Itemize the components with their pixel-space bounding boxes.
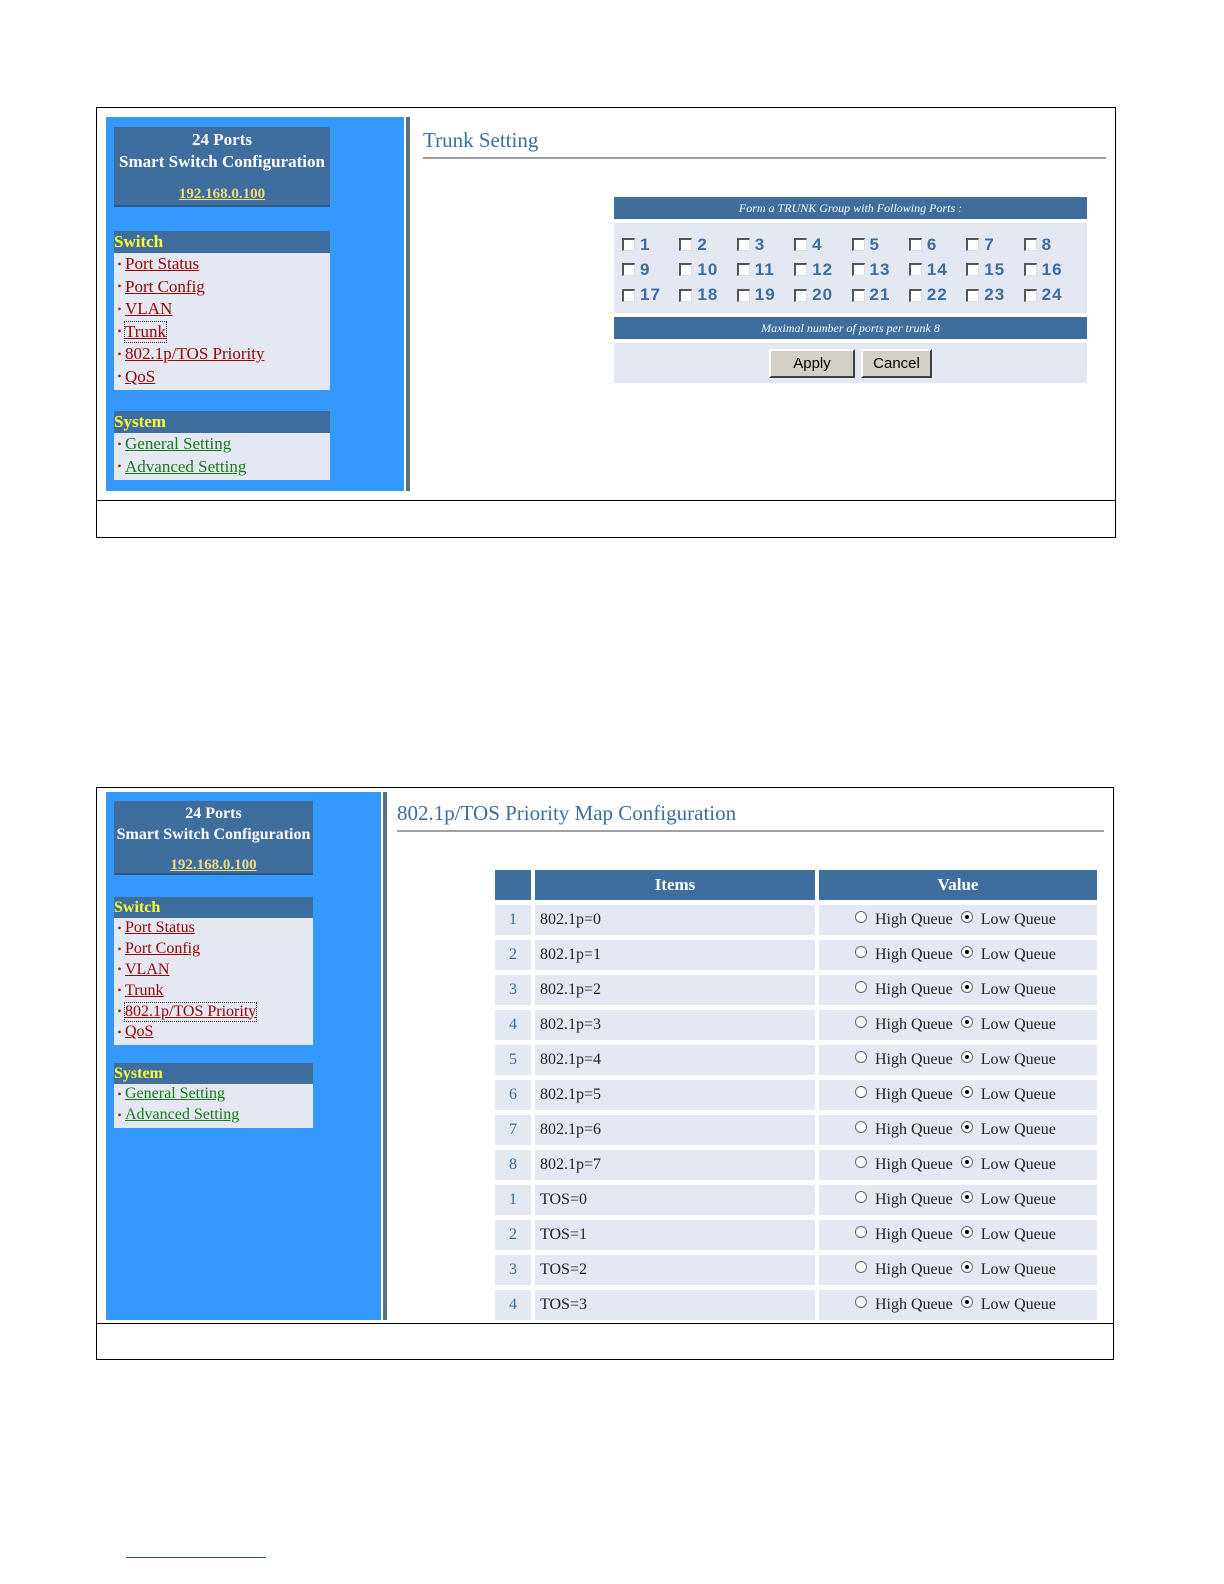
port-checkbox-item[interactable] (794, 258, 851, 281)
menu-item-label[interactable]: Port Config (125, 940, 201, 958)
bullet-icon: • (117, 920, 122, 935)
port-checkbox-item[interactable] (966, 233, 1023, 256)
sidebar (106, 792, 381, 1320)
low-queue-radio[interactable] (961, 1016, 973, 1028)
row-value (819, 1080, 1097, 1110)
port-number-label: 24 (1041, 285, 1063, 305)
port-checkbox[interactable] (852, 238, 865, 251)
priority-table-body (495, 905, 1097, 1320)
high-queue-label: High Queue (875, 1191, 953, 1208)
bullet-icon: • (117, 1024, 122, 1039)
bullet-icon: • (117, 1086, 122, 1101)
port-checkbox-item[interactable] (737, 233, 794, 256)
menu-item-label[interactable]: General Setting (125, 1085, 225, 1103)
table-row (495, 905, 1097, 935)
port-number-label: 8 (1041, 234, 1053, 254)
row-item: 802.1p=5 (535, 1080, 815, 1110)
menu-item-priority[interactable] (114, 1001, 313, 1022)
priority-map-screenshot (96, 787, 1114, 1360)
row-value (819, 975, 1097, 1005)
menu-item-label[interactable]: QoS (125, 366, 156, 386)
row-value (819, 1150, 1097, 1180)
port-checkbox-item[interactable] (679, 284, 736, 307)
port-checkbox[interactable] (1024, 263, 1037, 276)
row-value (819, 1255, 1097, 1285)
port-checkbox[interactable] (966, 238, 979, 251)
row-index: 8 (495, 1150, 531, 1180)
port-checkbox[interactable] (909, 263, 922, 276)
port-checkbox[interactable] (1024, 289, 1037, 302)
bullet-icon: • (117, 369, 122, 384)
high-queue-label: High Queue (875, 1051, 953, 1068)
brand-title: 24 Ports (192, 130, 252, 149)
menu-item-label[interactable]: Port Config (125, 276, 205, 296)
high-queue-radio[interactable] (855, 1156, 867, 1168)
sidebar (106, 117, 404, 491)
high-queue-label: High Queue (875, 946, 953, 963)
row-value (819, 940, 1097, 970)
priority-table (491, 865, 1101, 1325)
bullet-icon: • (117, 346, 122, 361)
menu-item-label[interactable]: VLAN (125, 299, 173, 319)
port-checkbox-item[interactable] (679, 233, 736, 256)
port-number-label: 20 (812, 285, 834, 305)
table-header-row (495, 870, 1097, 900)
index-column-header (495, 870, 531, 900)
row-index: 7 (495, 1115, 531, 1145)
high-queue-label: High Queue (875, 1121, 953, 1138)
row-value (819, 905, 1097, 935)
switch-menu (114, 897, 313, 1045)
low-queue-label: Low Queue (980, 1051, 1056, 1068)
low-queue-label: Low Queue (980, 1156, 1056, 1173)
port-checkbox-item[interactable] (966, 258, 1023, 281)
low-queue-label: Low Queue (980, 1261, 1056, 1278)
high-queue-radio[interactable] (855, 981, 867, 993)
high-queue-radio[interactable] (855, 1261, 867, 1273)
port-number-label: 14 (926, 259, 948, 279)
low-queue-radio[interactable] (961, 946, 973, 958)
high-queue-label: High Queue (875, 1086, 953, 1103)
main-content (397, 792, 1104, 1320)
port-checkbox[interactable] (966, 263, 979, 276)
bullet-icon: • (117, 301, 122, 316)
low-queue-label: Low Queue (980, 981, 1056, 998)
caption-divider (97, 1323, 1113, 1324)
port-number-label: 11 (754, 259, 775, 279)
port-checkbox[interactable] (794, 238, 807, 251)
port-checkbox[interactable] (622, 263, 635, 276)
items-column-header: Items (535, 870, 815, 900)
port-checkbox[interactable] (852, 289, 865, 302)
row-index: 1 (495, 1185, 531, 1215)
port-checkbox[interactable] (966, 289, 979, 302)
brand-subtitle: Smart Switch Configuration (119, 152, 325, 171)
port-checkbox[interactable] (794, 263, 807, 276)
port-checkbox[interactable] (737, 238, 750, 251)
system-menu (114, 411, 330, 480)
low-queue-label: Low Queue (980, 1226, 1056, 1243)
port-number-label: 18 (697, 285, 719, 305)
port-checkbox[interactable] (622, 289, 635, 302)
port-number-label: 23 (984, 285, 1006, 305)
table-row (495, 1150, 1097, 1180)
menu-item-port-status[interactable] (114, 918, 313, 939)
trunk-setting-screenshot (96, 107, 1116, 538)
row-value (819, 1115, 1097, 1145)
port-number-label: 5 (869, 234, 880, 254)
bullet-icon: • (117, 962, 122, 977)
footnote-separator (126, 1557, 266, 1558)
row-value (819, 1220, 1097, 1250)
port-checkbox-item[interactable] (622, 233, 679, 256)
low-queue-label: Low Queue (980, 911, 1056, 928)
low-queue-radio[interactable] (961, 1261, 973, 1273)
high-queue-label: High Queue (875, 1261, 953, 1278)
row-item: 802.1p=0 (535, 905, 815, 935)
port-checkbox-item[interactable] (852, 284, 909, 307)
port-checkbox-item[interactable] (909, 233, 966, 256)
high-queue-label: High Queue (875, 981, 953, 998)
high-queue-radio[interactable] (855, 1226, 867, 1238)
port-number-label: 16 (1041, 259, 1063, 279)
bullet-icon: • (117, 983, 122, 998)
row-index: 4 (495, 1010, 531, 1040)
row-index: 3 (495, 975, 531, 1005)
row-item: 802.1p=7 (535, 1150, 815, 1180)
ports-grid (614, 223, 1087, 313)
button-row (614, 343, 1087, 383)
low-queue-label: Low Queue (980, 1191, 1056, 1208)
port-checkbox[interactable] (679, 238, 692, 251)
row-index: 3 (495, 1255, 531, 1285)
brand-title: 24 Ports (185, 805, 242, 822)
low-queue-radio[interactable] (961, 1191, 973, 1203)
high-queue-radio[interactable] (855, 1016, 867, 1028)
menu-item-label[interactable]: QoS (125, 1023, 154, 1041)
page-title: 802.1p/TOS Priority Map Configuration (397, 792, 1104, 832)
high-queue-radio[interactable] (855, 1191, 867, 1203)
brand-subtitle: Smart Switch Configuration (116, 826, 311, 843)
high-queue-label: High Queue (875, 1016, 953, 1033)
row-value (819, 1185, 1097, 1215)
port-checkbox-item[interactable] (909, 284, 966, 307)
port-number-label: 7 (984, 234, 995, 254)
table-row (495, 1115, 1097, 1145)
high-queue-label: High Queue (875, 1296, 953, 1313)
menu-item-vlan[interactable] (114, 298, 330, 321)
menu-item-priority[interactable] (114, 343, 330, 366)
high-queue-label: High Queue (875, 911, 953, 928)
low-queue-label: Low Queue (980, 946, 1056, 963)
port-number-label: 19 (754, 285, 776, 305)
table-row (495, 940, 1097, 970)
port-checkbox[interactable] (679, 263, 692, 276)
menu-item-qos[interactable] (114, 366, 330, 389)
port-number-label: 9 (640, 259, 651, 279)
port-number-label: 4 (812, 234, 823, 254)
port-number-label: 21 (869, 285, 891, 305)
port-checkbox[interactable] (679, 289, 692, 302)
port-number-label: 6 (926, 234, 938, 254)
menu-item-label[interactable]: General Setting (125, 434, 232, 454)
row-value (819, 1045, 1097, 1075)
port-checkbox-item[interactable] (852, 233, 909, 256)
menu-item-label[interactable]: Port Status (125, 254, 200, 274)
row-item: TOS=1 (535, 1220, 815, 1250)
low-queue-radio[interactable] (961, 1226, 973, 1238)
row-item: 802.1p=4 (535, 1045, 815, 1075)
port-number-label: 13 (869, 259, 891, 279)
switch-menu-title: Switch (114, 231, 330, 253)
table-row (495, 975, 1097, 1005)
table-row (495, 1080, 1097, 1110)
row-item: 802.1p=2 (535, 975, 815, 1005)
brand-box (114, 801, 313, 875)
table-row (495, 1185, 1097, 1215)
port-number-label: 12 (812, 259, 834, 279)
trunk-form (614, 197, 1087, 383)
port-checkbox[interactable] (622, 238, 635, 251)
high-queue-label: High Queue (875, 1156, 953, 1173)
menu-item-trunk[interactable] (114, 980, 313, 1001)
menu-item-label[interactable]: Advanced Setting (125, 456, 247, 476)
table-row (495, 1255, 1097, 1285)
menu-item-port-status[interactable] (114, 253, 330, 276)
row-value (819, 1010, 1097, 1040)
port-checkbox[interactable] (737, 289, 750, 302)
bullet-icon: • (117, 1107, 122, 1122)
caption-divider (97, 500, 1115, 501)
page-title: Trunk Setting (423, 117, 1106, 159)
port-checkbox-item[interactable] (1024, 233, 1081, 256)
high-queue-radio[interactable] (855, 1086, 867, 1098)
port-checkbox-item[interactable] (1024, 284, 1081, 307)
high-queue-radio[interactable] (855, 911, 867, 923)
menu-item-label[interactable]: 802.1p/TOS Priority (125, 1002, 257, 1020)
row-index: 5 (495, 1045, 531, 1075)
row-item: 802.1p=3 (535, 1010, 815, 1040)
device-ip-link[interactable]: 192.168.0.100 (178, 186, 266, 202)
table-row (495, 1290, 1097, 1320)
apply-button[interactable]: Apply (769, 349, 855, 378)
high-queue-radio[interactable] (855, 1051, 867, 1063)
row-item: TOS=0 (535, 1185, 815, 1215)
low-queue-label: Low Queue (980, 1086, 1056, 1103)
low-queue-radio[interactable] (961, 981, 973, 993)
row-index: 6 (495, 1080, 531, 1110)
menu-item-port-config[interactable] (114, 939, 313, 960)
low-queue-radio[interactable] (961, 1086, 973, 1098)
port-number-label: 17 (640, 285, 661, 305)
brand-box (114, 127, 330, 207)
port-number-label: 2 (697, 234, 708, 254)
bullet-icon: • (117, 1004, 122, 1019)
system-menu (114, 1063, 313, 1128)
row-item: 802.1p=1 (535, 940, 815, 970)
port-checkbox[interactable] (794, 289, 807, 302)
port-checkbox-item[interactable] (966, 284, 1023, 307)
value-column-header: Value (819, 870, 1097, 900)
menu-item-label[interactable]: 802.1p/TOS Priority (125, 344, 265, 364)
low-queue-radio[interactable] (961, 911, 973, 923)
low-queue-radio[interactable] (961, 1156, 973, 1168)
table-row (495, 1220, 1097, 1250)
row-item: TOS=2 (535, 1255, 815, 1285)
high-queue-radio[interactable] (855, 946, 867, 958)
frame-divider[interactable] (406, 117, 410, 491)
row-index: 4 (495, 1290, 531, 1320)
row-index: 1 (495, 905, 531, 935)
bullet-icon: • (117, 256, 122, 271)
menu-item-label[interactable]: Advanced Setting (125, 1106, 240, 1124)
bullet-icon: • (117, 459, 122, 474)
frame-divider[interactable] (383, 792, 387, 1320)
row-item: 802.1p=6 (535, 1115, 815, 1145)
menu-item-trunk[interactable] (114, 321, 330, 344)
low-queue-radio[interactable] (961, 1296, 973, 1308)
bullet-icon: • (117, 279, 122, 294)
low-queue-radio[interactable] (961, 1121, 973, 1133)
main-content (423, 117, 1106, 487)
menu-item-advanced-setting[interactable] (114, 456, 330, 479)
port-checkbox-item[interactable] (622, 258, 679, 281)
menu-item-label[interactable]: Port Status (125, 919, 195, 937)
row-index: 2 (495, 1220, 531, 1250)
high-queue-label: High Queue (875, 1226, 953, 1243)
port-checkbox[interactable] (909, 238, 922, 251)
device-ip-link[interactable]: 192.168.0.100 (170, 857, 257, 873)
port-checkbox-item[interactable] (737, 284, 794, 307)
port-checkbox-item[interactable] (1024, 258, 1081, 281)
port-number-label: 22 (926, 285, 948, 305)
table-row (495, 1045, 1097, 1075)
port-checkbox-item[interactable] (794, 233, 851, 256)
trunk-header: Form a TRUNK Group with Following Ports : (614, 197, 1087, 219)
port-checkbox[interactable] (852, 263, 865, 276)
row-value (819, 1290, 1097, 1320)
switch-menu (114, 231, 330, 390)
menu-item-advanced-setting[interactable] (114, 1105, 313, 1126)
menu-item-port-config[interactable] (114, 276, 330, 299)
port-checkbox[interactable] (1024, 238, 1037, 251)
port-checkbox-item[interactable] (909, 258, 966, 281)
port-number-label: 1 (640, 234, 651, 254)
bullet-icon: • (117, 324, 122, 339)
table-row (495, 1010, 1097, 1040)
low-queue-label: Low Queue (980, 1296, 1056, 1313)
port-checkbox[interactable] (737, 263, 750, 276)
cancel-button[interactable]: Cancel (861, 349, 932, 378)
high-queue-radio[interactable] (855, 1296, 867, 1308)
low-queue-radio[interactable] (961, 1051, 973, 1063)
port-checkbox-item[interactable] (679, 258, 736, 281)
row-index: 2 (495, 940, 531, 970)
menu-item-label[interactable]: Trunk (125, 321, 166, 341)
bullet-icon: • (117, 941, 122, 956)
system-menu-title: System (114, 1063, 313, 1084)
port-number-label: 3 (754, 234, 766, 254)
menu-item-general-setting[interactable] (114, 433, 330, 456)
port-checkbox-item[interactable] (794, 284, 851, 307)
menu-item-general-setting[interactable] (114, 1084, 313, 1105)
low-queue-label: Low Queue (980, 1121, 1056, 1138)
menu-item-label[interactable]: VLAN (125, 960, 170, 978)
bullet-icon: • (117, 436, 122, 451)
row-item: TOS=3 (535, 1290, 815, 1320)
menu-item-qos[interactable] (114, 1022, 313, 1043)
port-checkbox-item[interactable] (622, 284, 679, 307)
port-number-label: 10 (697, 259, 719, 279)
high-queue-radio[interactable] (855, 1121, 867, 1133)
menu-item-vlan[interactable] (114, 960, 313, 981)
port-checkbox[interactable] (909, 289, 922, 302)
menu-item-label[interactable]: Trunk (125, 981, 164, 999)
low-queue-label: Low Queue (980, 1016, 1056, 1033)
trunk-note: Maximal number of ports per trunk 8 (614, 317, 1087, 339)
switch-menu-title: Switch (114, 897, 313, 918)
port-number-label: 15 (984, 259, 1006, 279)
system-menu-title: System (114, 411, 330, 433)
port-checkbox-item[interactable] (737, 258, 794, 281)
port-checkbox-item[interactable] (852, 258, 909, 281)
